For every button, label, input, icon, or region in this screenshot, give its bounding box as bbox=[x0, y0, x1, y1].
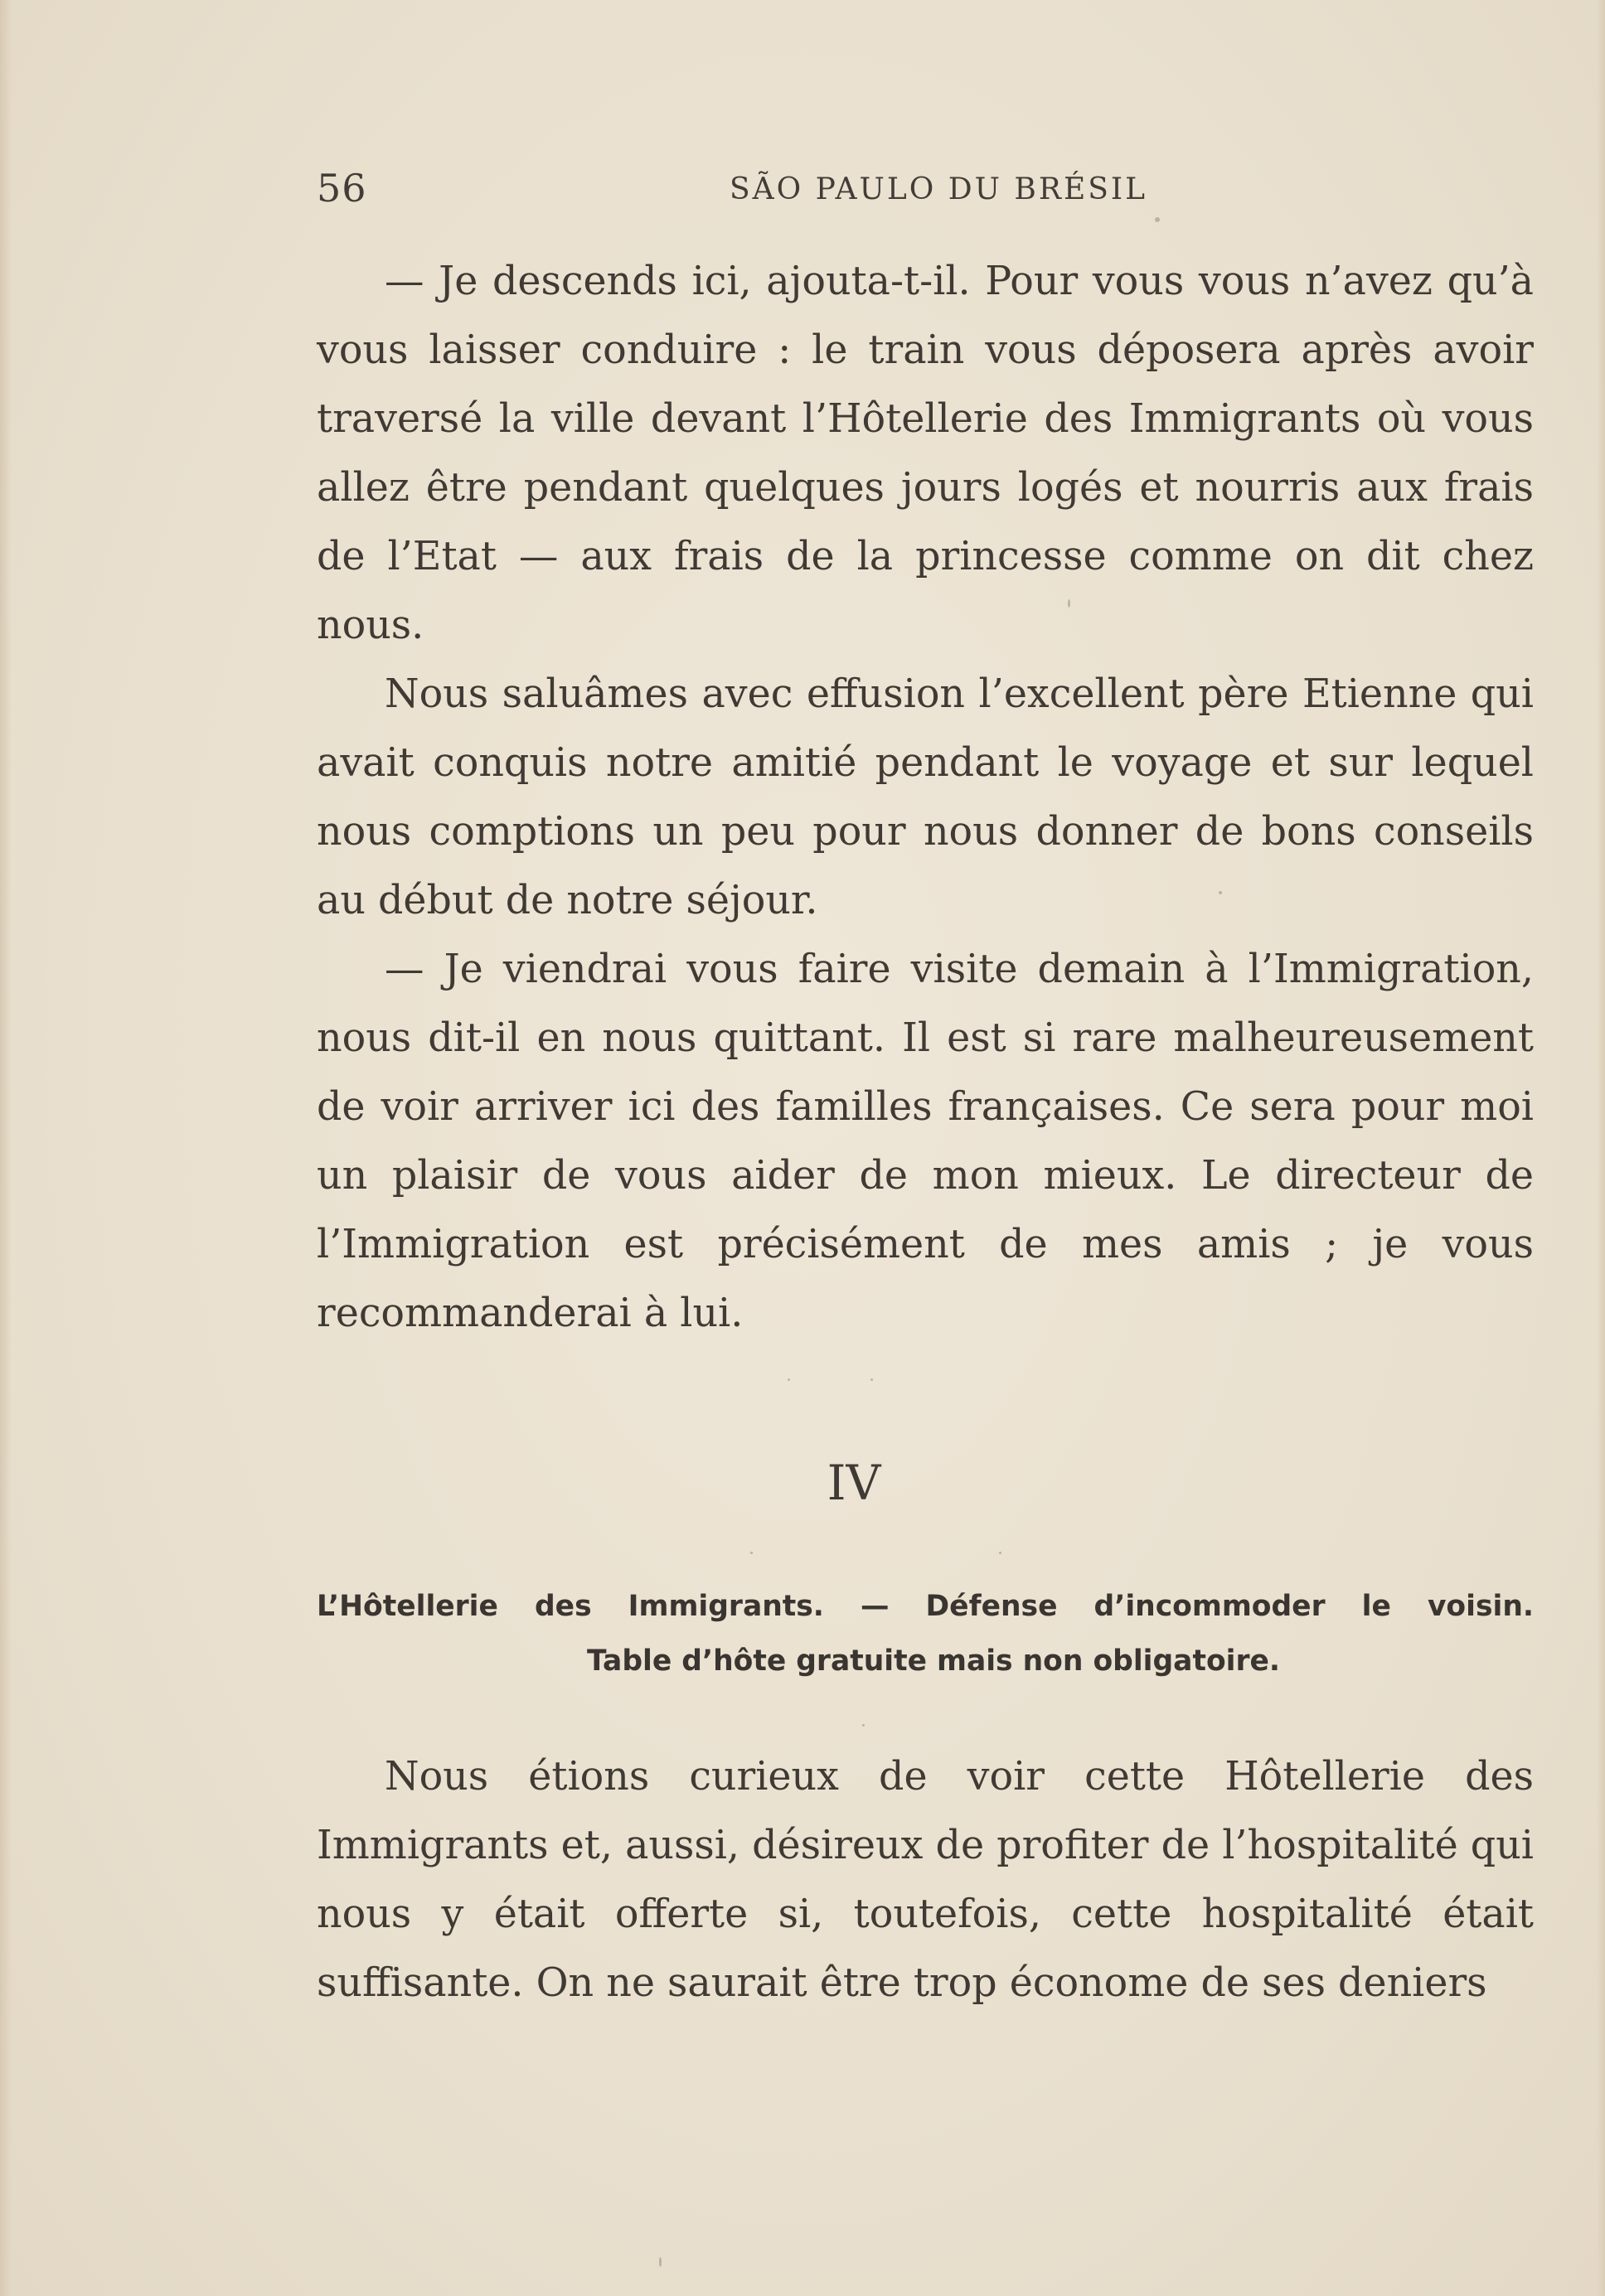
paper-speck bbox=[1155, 217, 1160, 222]
chapter-summary-line: L’Hôtellerie des Immigrants. — Défense d’incommoder le voisin. bbox=[317, 1590, 1534, 1623]
page-right-edge-shadow bbox=[1597, 0, 1605, 2296]
paper-speck bbox=[1068, 599, 1070, 608]
chapter-number: IV bbox=[827, 1455, 881, 1511]
paragraph: — Je descends ici, ajouta-t-il. Pour vous vous n’avez qu’à vous laisser conduire : le train vous déposera après avoir traversé la ville devant l’Hôtellerie des Immigrants où vous allez être pendant quelques jours logés et nourris aux frais de l’Etat — aux frais de la princesse comme on dit chez nous. bbox=[317, 259, 1534, 648]
running-head bbox=[317, 166, 1534, 216]
paragraph: — Je viendrai vous faire visite demain à l’Immigration, nous dit-il en nous quittant. Il est si rare malheureusement de voir arriver ici des familles françaises. Ce sera pour moi un plaisir de vous aider de mon mieux. Le directeur de l’Immigration est précisément de mes amis ; je vous recommanderai à lui. bbox=[317, 947, 1534, 1336]
page-left-edge-shadow bbox=[0, 0, 12, 2296]
chapter-summary bbox=[317, 1579, 1534, 1688]
running-title: SÃO PAULO DU BRÉSIL bbox=[730, 172, 1148, 206]
paper-speck bbox=[999, 1552, 1001, 1554]
page-number: 56 bbox=[317, 166, 367, 211]
text-block-before-chapter bbox=[317, 247, 1534, 1348]
paper-speck bbox=[659, 2257, 662, 2267]
text-block-after-chapter bbox=[317, 1742, 1534, 2017]
paragraph: Nous étions curieux de voir cette Hôtellerie des Immigrants et, aussi, désireux de profiter de l’hospitalité qui nous y était offerte si, toutefois, cette hospitalité était suffisante. On ne saurait être trop économe de ses deniers bbox=[317, 1754, 1534, 2006]
paper-speck bbox=[750, 1552, 753, 1554]
paper-speck bbox=[1219, 891, 1222, 894]
paper-speck bbox=[870, 1378, 873, 1381]
chapter-summary-line: Table d’hôte gratuite mais non obligatoire. bbox=[586, 1644, 1281, 1678]
paper-speck bbox=[788, 1378, 790, 1381]
paper-speck bbox=[862, 1724, 865, 1727]
paragraph: Nous saluâmes avec effusion l’excellent père Etienne qui avait conquis notre amitié pendant le voyage et sur lequel nous comptions un peu pour nous donner de bons conseils au début de notre séjour. bbox=[317, 671, 1534, 923]
